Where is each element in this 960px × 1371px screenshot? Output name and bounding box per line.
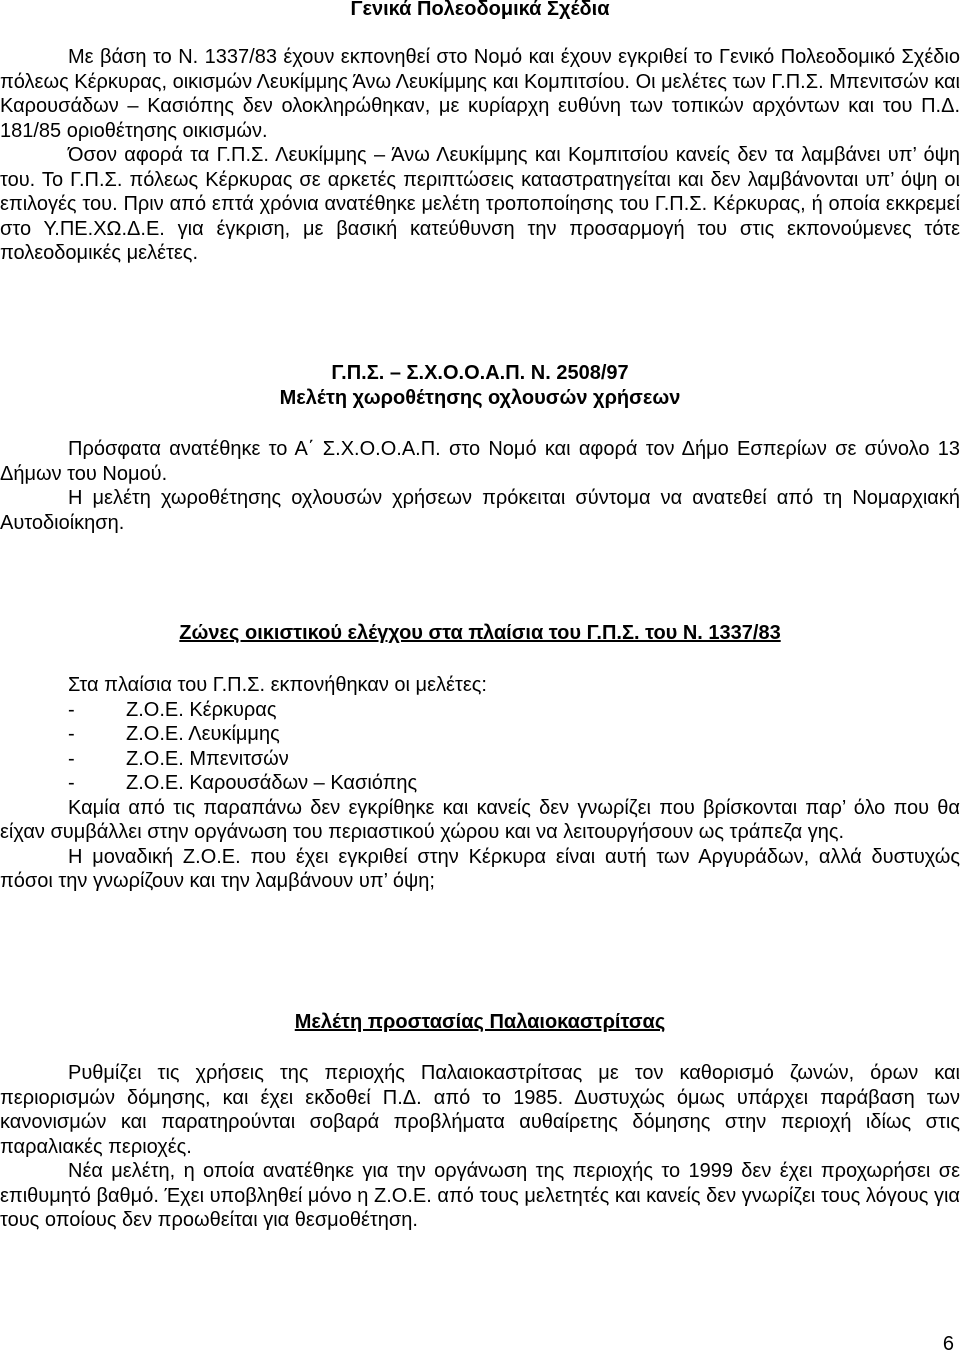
paragraph: Η μελέτη χωροθέτησης οχλουσών χρήσεων πρόκειται σύντομα να ανατεθεί από τη Νομαρχιακή Αυτοδιοίκηση. [0,487,960,534]
paragraph: Με βάση το Ν. 1337/83 έχουν εκπονηθεί στο Νομό και έχουν εγκριθεί το Γενικό Πολεοδομικό Σχέδιο πόλεως Κέρκυρας, οικισμών Λευκίμμης Άνω Λευκίμμης και Κομπιτσίου. Οι μελέτες των Γ.Π.Σ. Μπενιτσών και Καρουσάδων – Κασιόπης δεν ολοκληρώθηκαν, με κυρίαρχη ευθύνη των τοπικών αρχόντων και του Π.Δ. 181/85 οριοθέτησης οικισμών. [0,46,960,142]
section-paleokastritsa-body [0,1061,960,1233]
section-gps-body [0,437,960,535]
paragraph: Καμία από τις παραπάνω δεν εγκρίθηκε και κανείς δεν γνωρίζει που βρίσκονται παρ’ όλο που θα είχαν συμβάλλει στην οργάνωση του περιαστικού χώρου και να λειτουργήσουν ως τράπεζα γης. [0,796,960,843]
list-item: - Ζ.Ο.Ε. Καρουσάδων – Κασιόπης [68,772,418,794]
section-title-gps-sxooap: Γ.Π.Σ. – Σ.Χ.Ο.Ο.Α.Π. Ν. 2508/97 [331,362,629,384]
list-item: - Ζ.Ο.Ε. Λευκίμμης [68,723,280,745]
list-dash: - [68,772,75,794]
page-number: 6 [942,1333,954,1355]
section-zoe-body [0,673,960,894]
paragraph: Ρυθμίζει τις χρήσεις της περιοχής Παλαιοκαστρίτσας με τον καθορισμό ζωνών, όρων και περιορισμών δόμησης, και έχει εκδοθεί Π.Δ. από το 1985. Δυστυχώς όμως υπάρχει παράβαση των κανονισμών και παρατηρούνται σοβαρά προβλήματα αυθαίρετης δόμησης στην περιοχή ιδίως στις παραλιακές περιοχές. [0,1062,960,1158]
paragraph: Νέα μελέτη, η οποία ανατέθηκε για την οργάνωση της περιοχής το 1999 δεν έχει προχωρήσει σε επιθυμητό βαθμό. Έχει υποβληθεί μόνο η Ζ.Ο.Ε. από τους μελετητές και κανείς δεν γνωρίζει τους λόγους για τους οποίους δεν προωθείται για θεσμοθέτηση. [0,1160,960,1231]
section-title-paleokastritsa: Μελέτη προστασίας Παλαιοκαστρίτσας [294,1011,666,1033]
list-item: - Ζ.Ο.Ε. Μπενιτσών [68,747,289,770]
list-dash: - [68,698,75,721]
paragraph: Πρόσφατα ανατέθηκε το Α΄ Σ.Χ.Ο.Ο.Α.Π. στο Νομό και αφορά τον Δήμο Εσπερίων σε σύνολο 13 Δήμων του Νομού. [0,438,960,485]
list-dash: - [68,723,75,745]
list-intro: Στα πλαίσια του Γ.Π.Σ. εκπονήθηκαν οι μελέτες: [68,674,487,696]
paragraph: Όσον αφορά τα Γ.Π.Σ. Λευκίμμης – Άνω Λευκίμμης και Κομπιτσίου κανείς δεν τα λαμβάνει υπ’ όψη του. Το Γ.Π.Σ. πόλεως Κέρκυρας σε αρκετές περιπτώσεις καταστρατηγείται και δεν λαμβάνονται υπ’ όψη οι επιλογές του. Πριν από επτά χρόνια ανατέθηκε μελέτη τροποποίησης του Γ.Π.Σ. Κέρκυρας, ή οποία εκκρεμεί στο Υ.ΠΕ.ΧΩ.Δ.Ε. για έγκριση, με βασική κατεύθυνση την προσαρμογή του στις εκπονούμενες τότε πολεοδομικές μελέτες. [0,144,960,264]
list-item: - Ζ.Ο.Ε. Κέρκυρας [68,698,277,721]
section-title-zoe: Ζώνες οικιστικού ελέγχου στα πλαίσια του Γ.Π.Σ. του Ν. 1337/83 [179,622,781,644]
section-subtitle-nuisance-uses: Μελέτη χωροθέτησης οχλουσών χρήσεων [279,387,681,409]
paragraph: Η μοναδική Ζ.Ο.Ε. που έχει εγκριθεί στην Κέρκυρα είναι αυτή των Αργυράδων, αλλά δυστυχώς πόσοι την γνωρίζουν και την λαμβάνουν υπ’ όψη; [0,845,960,892]
section-title-general-plans: Γενικά Πολεοδομικά Σχέδια [350,0,610,20]
section-general-plans-body [0,45,960,266]
list-dash: - [68,747,75,770]
